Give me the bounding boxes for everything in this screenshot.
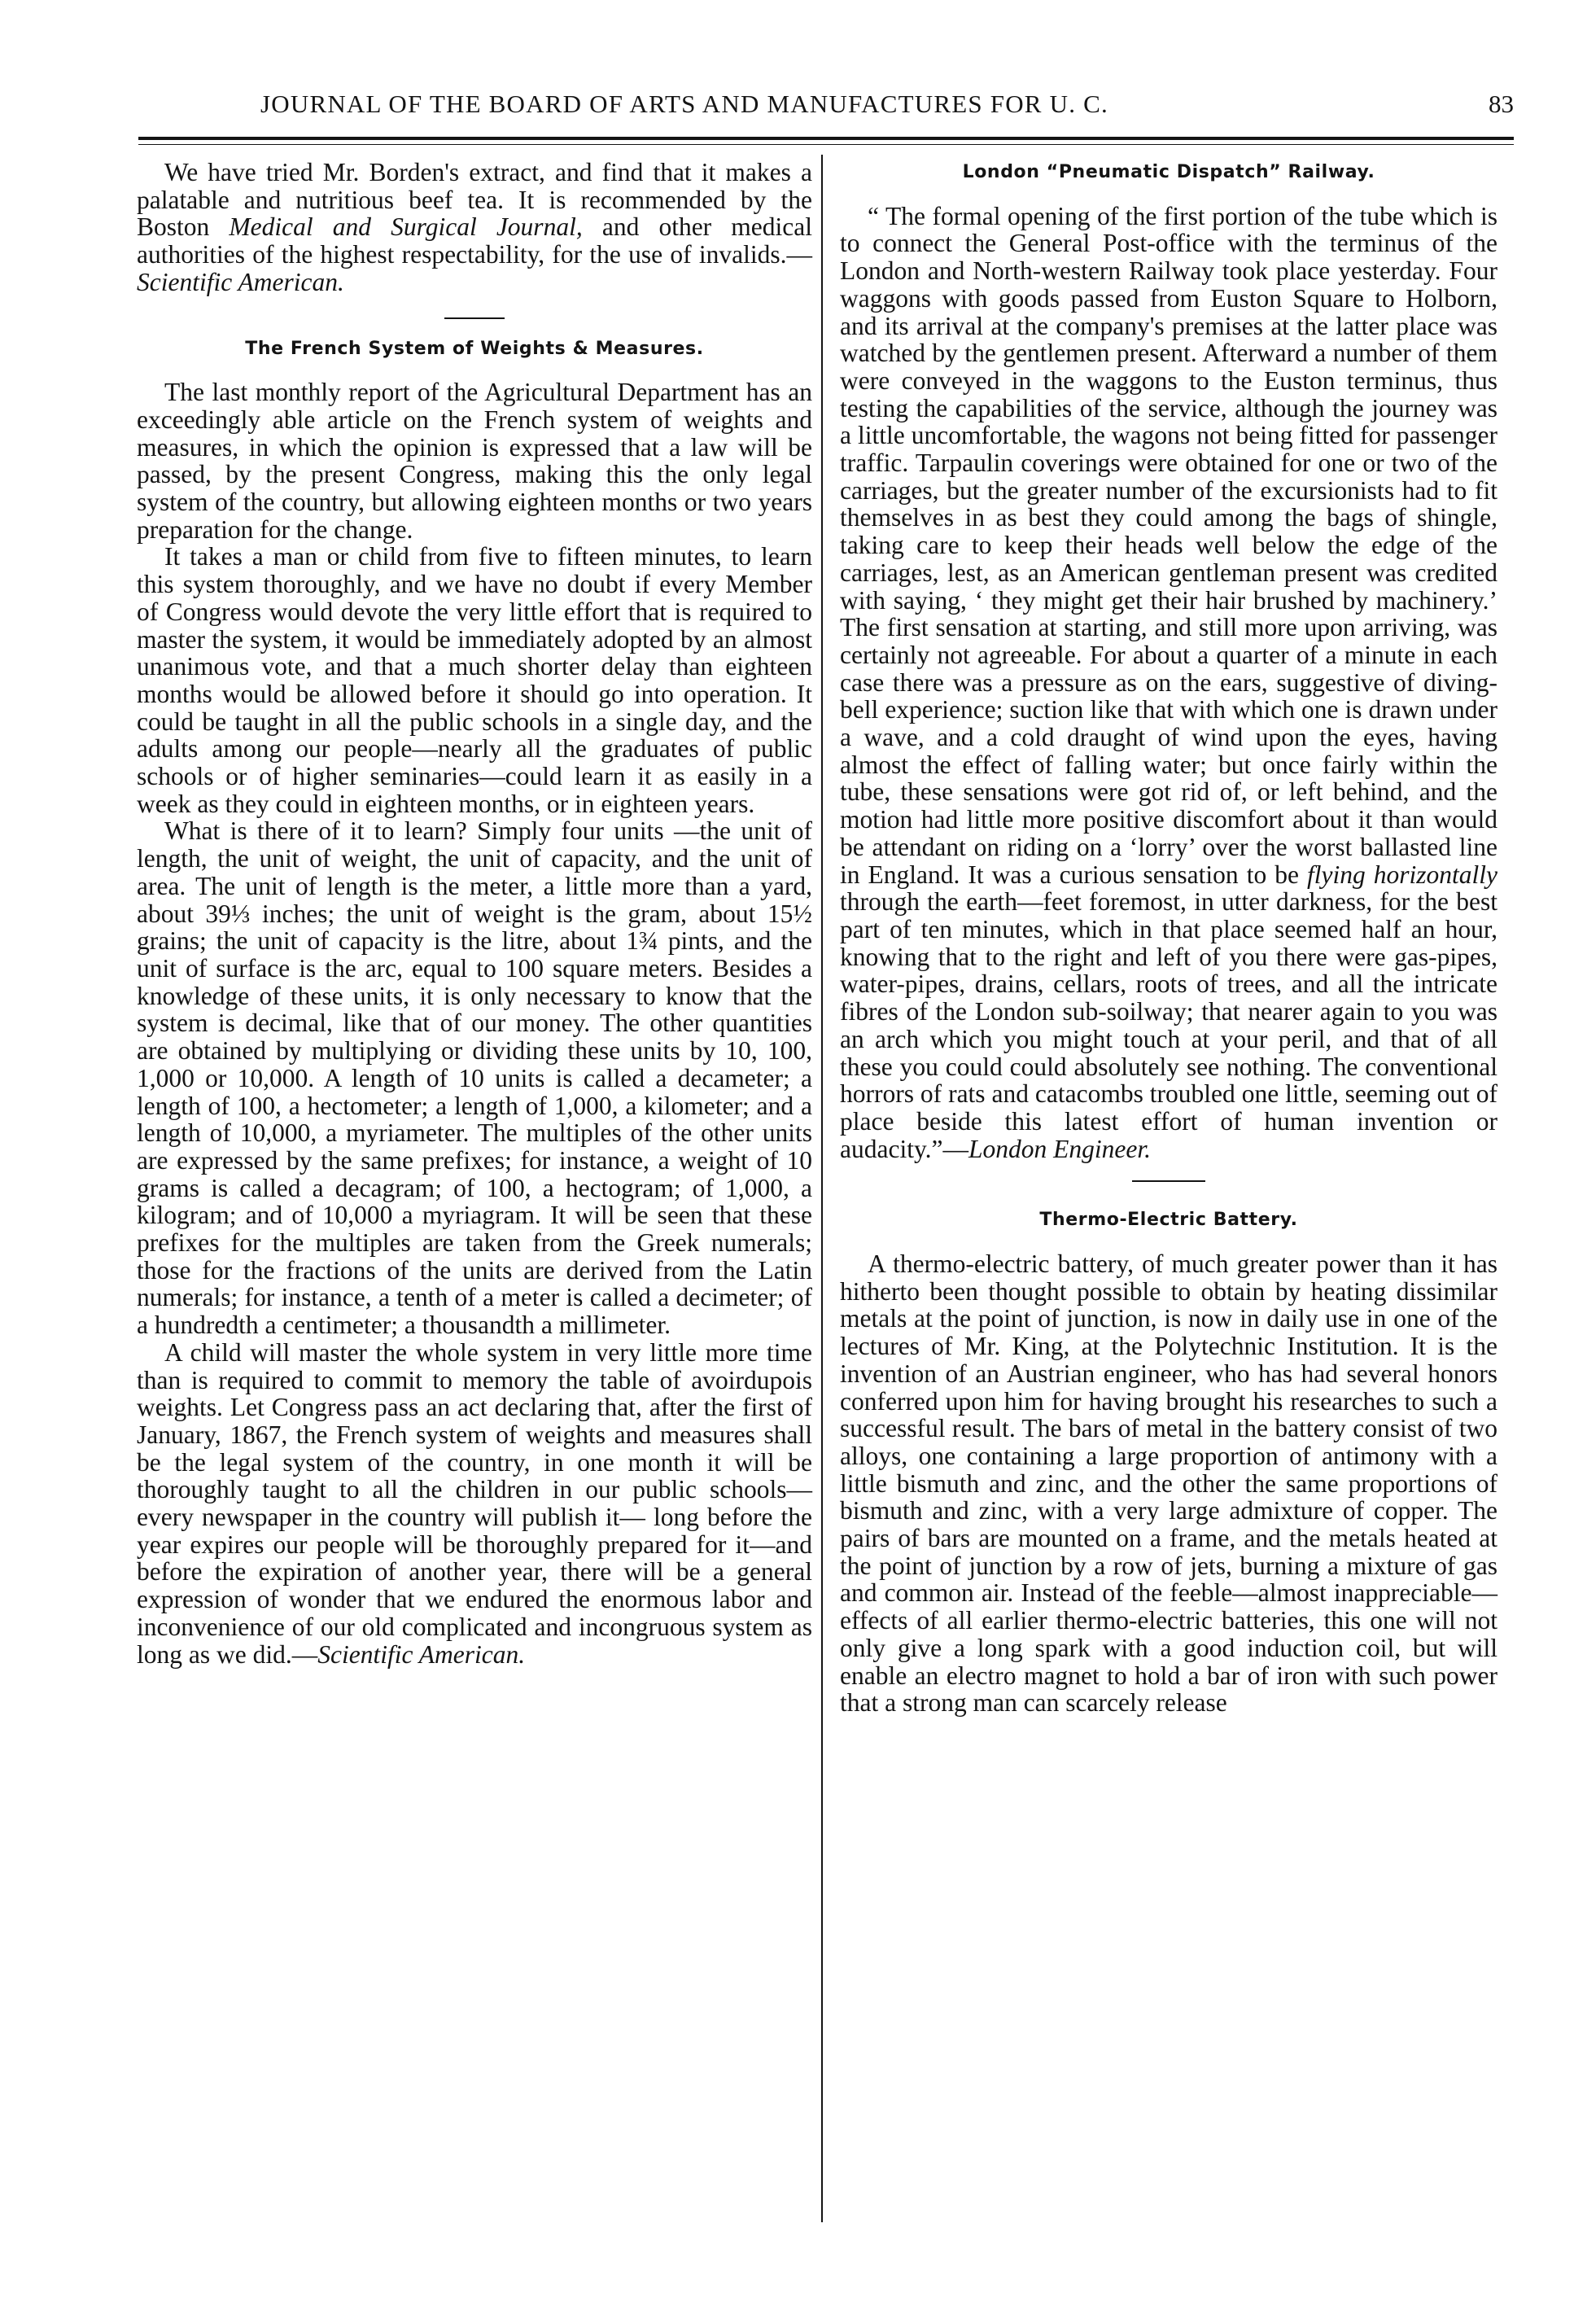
header-rule-thick (138, 137, 1514, 140)
article-heading-french-system: The French System of Weights & Measures. (245, 338, 704, 359)
article-paragraph: “ The formal opening of the first portion of the tube which is to connect the General Post-office with the terminus of the London and North-western Railway took place yesterday. Four waggons with goods passed from Euston Square to Holborn, and its arrival at the company's premises at the latter place was watched by the gentlemen present. Afterward a number of them were conveyed in the waggons to the Euston terminus, thus testing the capabilities of the service, although the journey was a little uncomfortable, the wagons not being fitted for passenger traffic. Tarpaulin coverings were obtained for one or two of the carriages, but the greater number of the excursionists had to fit themselves in as best they could among the bags of shingle, taking care to keep their heads well below the edge of the carriages, lest, as an American gentleman present was credited with saying, ‘ they might get their hair brushed by machinery.’ The first sensation at starting, and still more upon arriving, was certainly not agreeable. For about a quarter of a minute in each case there was a pressure as on the ears, suggestive of diving-bell experience; suction like that with which one is drawn under a wave, and a cold draught of wind upon the eyes, having almost the effect of falling water; but once fairly within the tube, these sensations were got rid of, or left behind, and the motion had little more positive discomfort about it than would be attendant on riding on a ‘lorry’ over the worst ballasted line in England. It was a curious sensation to be flying horizontally through the earth—feet foremost, in utter darkness, for the best part of ten minutes, which in that place seemed half an hour, knowing that to the right and left of you there were gas-pipes, water-pipes, drains, cellars, roots of trees, and all the intricate fibres of the London sub-soilway; that nearer again to you was an arch which you might touch at your peril, and that of all these you could could absolutely see nothing. The conventional horrors of rats and catacombs troubled one little, seeming out of place beside this latest effort of human invention or audacity.”—London Engineer. (840, 201, 1497, 1163)
article-paragraph: It takes a man or child from five to fifteen minutes, to learn this system thoroughly, and we have no doubt if every Member of Congress would devote the very little effort that is required to master the system, it would be immediately adopted by an almost unanimous vote, and that a much shorter delay than eighteen months would be allowed before it should go into operation. It could be taught in all the public schools in a single day, and the adults among our people—nearly all the graduates of public schools or of higher seminaries—could learn it as easily in a week as they could in eighteen months, or in eighteen years. (137, 542, 812, 818)
article-paragraph: What is there of it to learn? Simply four units —the unit of length, the unit of weight, the unit of capacity, and the unit of area. The unit of length is the meter, a little more than a yard, about 39⅓ inches; the unit of weight is the gram, about 15½ grains; the unit of capacity is the litre, about 1¾ pints, and the unit of surface is the arc, equal to 100 square meters. Besides a knowledge of these units, it is only necessary to know that the system is decimal, like that of our money. The other quantities are obtained by multiplying or dividing these units by 10, 100, 1,000 or 10,000. A length of 10 units is called a decameter; a length of 100, a hectometer; a length of 1,000, a kilometer; and a length of 10,000, a myriameter. The multiples of the other units are expressed by the same prefixes; for instance, a weight of 10 grams is called a decagram; of 100, a hectogram; of 1,000, a kilogram; and of 10,000 a myriagram. It will be seen that these prefixes for the multiples are taken from the Greek numerals; those for the fractions of the units are derived from the Latin numerals; for instance, a tenth of a meter is called a decimeter; of a hundredth a centimeter; a thousandth a millimeter. (137, 816, 812, 1340)
source-credit: Scientific American. (137, 267, 344, 296)
article-paragraph: The last monthly report of the Agricultural Department has an exceedingly able article on the French system of weights and measures, in which the opinion is expressed that a law will be passed, by the present Congress, making this the only legal system of the country, but allowing eighteen months or two years preparation for the change. (137, 378, 812, 544)
running-header (130, 90, 1514, 132)
journal-title: JOURNAL OF THE BOARD OF ARTS AND MANUFACTURES FOR U. C. (260, 90, 1108, 118)
header-rule-thin (138, 144, 1514, 145)
journal-name: Medical and Surgical Journal, (229, 212, 583, 242)
section-separator (1132, 1180, 1205, 1182)
italic-phrase: flying horizontally (1306, 860, 1497, 889)
source-credit: Scientific American. (317, 1639, 526, 1669)
article-paragraph: A child will master the whole system in very little more time than is required to commit to memory the table of avoirdupois weights. Let Congress pass an act declaring that, after the first of January, 1867, the French system of weights and measures shall be the legal system of the country, in one month it will be thoroughly taught to all the children in our public schools— every newspaper in the country will publish it— long before the year expires our people will be thoroughly prepared for it—and before the expiration of another year, there will be a general expression of wonder that we endured the enormous labor and inconvenience of our old complicated and incongruous system as long as we did.—Scientific American. (137, 1337, 812, 1669)
source-credit: London Engineer. (968, 1134, 1152, 1163)
borden-extract-paragraph: We have tried Mr. Borden's extract, and find that it makes a palatable and nutritious beef tea. It is recommended by the Boston Medical and Surgical Journal, and other medical authorities of the highest respectability, for the use of invalids.—Scientific American. (137, 158, 812, 296)
page-number: 83 (1489, 90, 1514, 118)
column-divider (821, 155, 823, 2222)
right-column (840, 159, 1497, 1717)
article-heading-pneumatic-railway: London “Pneumatic Dispatch” Railway. (962, 162, 1375, 182)
article-paragraph: A thermo-electric battery, of much greater power than it has hitherto been thought possible to obtain by heating dissimilar metals at the point of junction, is now in daily use in one of the lectures of Mr. King, at the Polytechnic Institution. It is the invention of an Austrian engineer, who has had several honors conferred upon him for having brought his researches to such a successful result. The bars of metal in the battery consist of two alloys, one containing a large proportion of antimony with a little bismuth and zinc, and the other the same proportions of bismuth and zinc, with a very large admixture of copper. The pairs of bars are mounted on a frame, and the metals heated at the point of junction by a row of jets, burning a mixture of gas and common air. Instead of the feeble—almost inappreciable—effects of all earlier thermo-electric batteries, this one will not only give a long spark with a good induction coil, but will enable an electro magnet to hold a bar of iron with such power that a strong man can scarcely release (840, 1250, 1497, 1718)
article-heading-thermo-electric: Thermo-Electric Battery. (1039, 1210, 1298, 1231)
left-column (137, 159, 812, 1668)
section-separator (444, 317, 505, 319)
